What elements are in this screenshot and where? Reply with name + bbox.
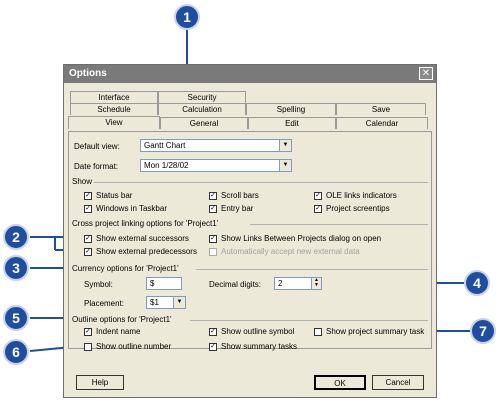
chevron-down-icon: ▼ bbox=[279, 160, 291, 171]
entry-bar-label: Entry bar bbox=[221, 204, 254, 213]
outline-heading: Outline options for 'Project1' bbox=[72, 315, 172, 324]
callout-7: 7 bbox=[470, 318, 496, 344]
callout-2: 2 bbox=[3, 224, 29, 250]
show-heading: Show bbox=[72, 177, 93, 186]
default-view-label: Default view: bbox=[74, 142, 120, 151]
default-view-value: Gantt Chart bbox=[144, 141, 186, 150]
project-screentips-label: Project screentips bbox=[326, 204, 390, 213]
callout-4: 4 bbox=[464, 270, 490, 296]
cross-project-divider bbox=[250, 224, 428, 225]
ole-links-checkbox[interactable]: ✓ bbox=[315, 192, 321, 199]
ole-links-label: OLE links indicators bbox=[326, 191, 397, 200]
tab-schedule[interactable]: Schedule bbox=[70, 103, 158, 115]
links-dialog-checkbox[interactable]: ✓ bbox=[210, 235, 216, 242]
tab-calendar[interactable]: Calendar bbox=[336, 117, 428, 129]
callout-6: 6 bbox=[3, 339, 29, 365]
symbol-label: Symbol: bbox=[84, 280, 113, 289]
cross-project-heading: Cross project linking options for 'Project1' bbox=[72, 219, 219, 228]
status-bar-label: Status bar bbox=[96, 191, 133, 200]
status-bar-checkbox[interactable]: ✓ bbox=[85, 192, 91, 199]
ok-button[interactable]: OK bbox=[314, 375, 366, 390]
symbol-input[interactable]: $ bbox=[146, 277, 182, 290]
indent-name-checkbox[interactable]: ✓ bbox=[85, 328, 91, 335]
placement-label: Placement: bbox=[84, 299, 125, 308]
date-format-select[interactable] bbox=[140, 159, 292, 172]
tab-edit[interactable]: Edit bbox=[248, 117, 336, 129]
windows-taskbar-label: Windows in Taskbar bbox=[96, 204, 167, 213]
auto-accept-checkbox[interactable] bbox=[209, 248, 217, 256]
windows-taskbar-checkbox[interactable]: ✓ bbox=[85, 205, 91, 212]
auto-accept-label: Automatically accept new external data bbox=[221, 247, 360, 256]
scroll-bars-checkbox[interactable]: ✓ bbox=[210, 192, 216, 199]
links-dialog-label: Show Links Between Projects dialog on open bbox=[221, 234, 382, 243]
outline-symbol-checkbox[interactable]: ✓ bbox=[210, 328, 216, 335]
outline-symbol-label: Show outline symbol bbox=[221, 327, 295, 336]
callout-3: 3 bbox=[3, 255, 29, 281]
options-dialog bbox=[63, 64, 437, 398]
tab-save[interactable]: Save bbox=[336, 103, 426, 115]
project-screentips-checkbox[interactable]: ✓ bbox=[315, 205, 321, 212]
external-successors-label: Show external successors bbox=[96, 234, 189, 243]
entry-bar-checkbox[interactable]: ✓ bbox=[210, 205, 216, 212]
dialog-title: Options bbox=[69, 68, 107, 79]
indent-name-label: Indent name bbox=[96, 327, 141, 336]
currency-heading: Currency options for 'Project1' bbox=[72, 264, 179, 273]
chevron-down-icon: ▼ bbox=[173, 297, 185, 308]
tab-calculation[interactable]: Calculation bbox=[158, 103, 246, 115]
cancel-button[interactable]: Cancel bbox=[372, 375, 424, 390]
decimal-digits-value: 2 bbox=[278, 279, 283, 288]
summary-tasks-checkbox[interactable]: ✓ bbox=[210, 343, 216, 350]
currency-divider bbox=[196, 269, 428, 270]
placement-value: $1 bbox=[150, 298, 159, 307]
outline-number-checkbox[interactable] bbox=[84, 343, 92, 351]
outline-divider bbox=[190, 320, 428, 321]
summary-tasks-label: Show summary tasks bbox=[221, 342, 298, 351]
callout-5: 5 bbox=[3, 305, 29, 331]
close-button[interactable]: ✕ bbox=[419, 67, 433, 80]
tab-security[interactable]: Security bbox=[158, 91, 246, 103]
decimal-digits-label: Decimal digits: bbox=[209, 280, 262, 289]
date-format-value: Mon 1/28/02 bbox=[144, 161, 189, 170]
callout-1: 1 bbox=[174, 4, 200, 30]
project-summary-label: Show project summary task bbox=[326, 327, 425, 336]
decimal-digits-stepper[interactable] bbox=[274, 277, 322, 290]
date-format-label: Date format: bbox=[74, 162, 119, 171]
external-predecessors-checkbox[interactable]: ✓ bbox=[85, 248, 91, 255]
placement-select[interactable] bbox=[146, 296, 186, 309]
tab-interface[interactable]: Interface bbox=[70, 91, 158, 103]
default-view-select[interactable] bbox=[140, 139, 292, 152]
tab-view[interactable]: View bbox=[68, 116, 160, 129]
project-summary-checkbox[interactable] bbox=[314, 328, 322, 336]
help-button[interactable]: Help bbox=[76, 375, 124, 390]
show-divider bbox=[94, 182, 428, 183]
scroll-bars-label: Scroll bars bbox=[221, 191, 259, 200]
spinner-arrows-icon[interactable]: ▲ ▼ bbox=[311, 278, 321, 289]
tab-general[interactable]: General bbox=[160, 117, 248, 129]
outline-number-label: Show outline number bbox=[96, 342, 172, 351]
external-successors-checkbox[interactable]: ✓ bbox=[85, 235, 91, 242]
title-bar bbox=[64, 65, 436, 83]
tab-spelling[interactable]: Spelling bbox=[246, 103, 336, 115]
external-predecessors-label: Show external predecessors bbox=[96, 247, 197, 256]
chevron-down-icon: ▼ bbox=[279, 140, 291, 151]
